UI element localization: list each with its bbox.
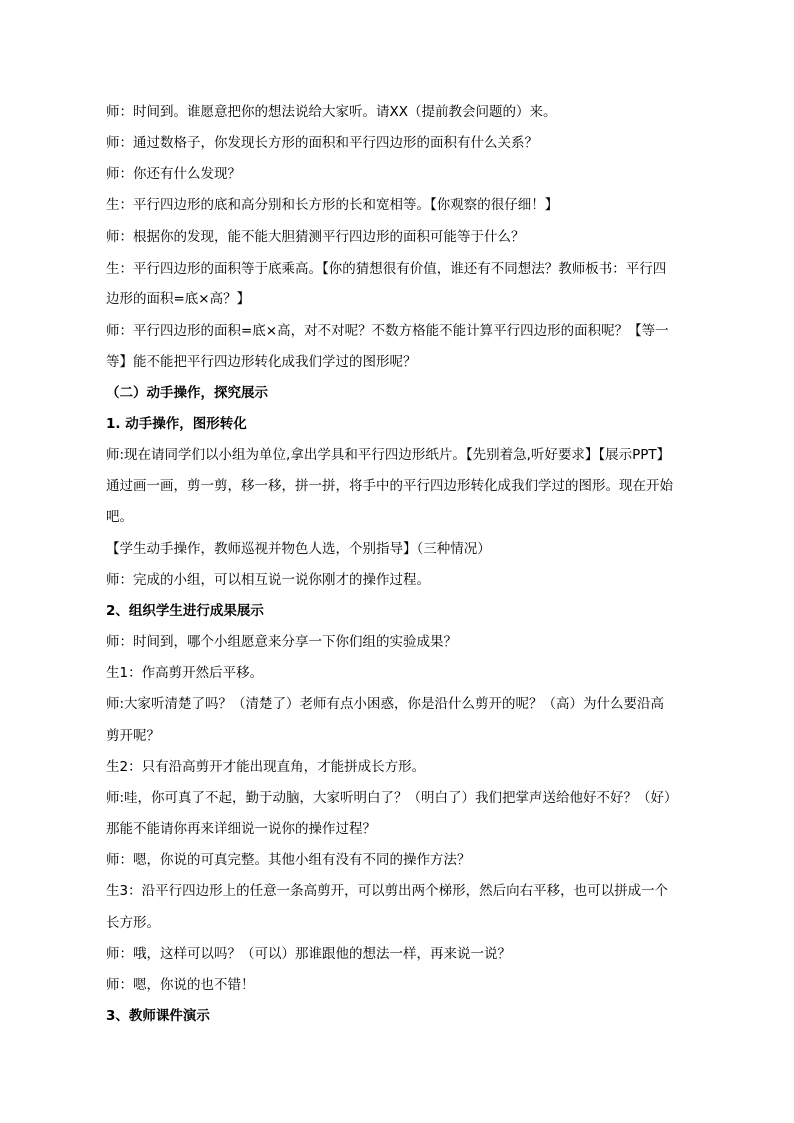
subsection-heading: 2、组织学生进行成果展示 [106, 603, 264, 619]
paragraph-line: 生1：作高剪开然后平移。 [106, 665, 264, 681]
paragraph-line: 生：平行四边形的面积等于底乘高。【你的猜想很有价值，谁还有不同想法？教师板书：平行四 [106, 261, 667, 277]
subsection-heading: 3、教师课件演示 [106, 1008, 210, 1024]
paragraph-line: 师：嗯，你说的可真完整。其他小组有没有不同的操作方法？ [106, 852, 471, 868]
paragraph-line: 师：通过数格子，你发现长方形的面积和平行四边形的面积有什么关系？ [106, 135, 538, 151]
paragraph-line: 师：你还有什么发现？ [106, 166, 241, 182]
paragraph-line: 师:哇，你可真了不起，勤于动脑，大家听明白了？（明白了）我们把掌声送给他好不好？（好） [106, 790, 678, 806]
paragraph-line: 师：时间到。谁愿意把你的想法说给大家听。请XX（提前教会问题的）来。 [106, 104, 557, 120]
paragraph-line: 生2：只有沿高剪开才能出现直角，才能拼成长方形。 [106, 759, 426, 775]
paragraph-line: 师：平行四边形的面积=底×高，对不对呢？不数方格能不能计算平行四边形的面积呢？【等一 [106, 323, 669, 339]
paragraph-line: 边形的面积=底×高？】 [106, 291, 251, 307]
paragraph-line: 师:大家听清楚了吗？（清楚了）老师有点小困惑，你是沿什么剪开的呢？（高）为什么要沿高 [106, 696, 665, 712]
paragraph-line: 【学生动手操作，教师巡视并物色人选，个别指导】（三种情况） [106, 541, 491, 557]
paragraph-line: 师：完成的小组，可以相互说一说你刚才的操作过程。 [106, 572, 430, 588]
paragraph-line: 师：哦，这样可以吗？（可以）那谁跟他的想法一样，再来说一说？ [106, 946, 511, 962]
paragraph-line: 生：平行四边形的底和高分别和长方形的长和宽相等。【你观察的很仔细！】 [106, 197, 559, 213]
paragraph-line: 师:现在请同学们以小组为单位,拿出学具和平行四边形纸片。【先别着急,听好要求】【展示PPT】 [106, 447, 671, 463]
paragraph-line: 等】能不能把平行四边形转化成我们学过的图形呢？ [106, 354, 417, 370]
paragraph-line: 剪开呢？ [106, 728, 160, 744]
paragraph-line: 师：根据你的发现，能不能大胆猜测平行四边形的面积可能等于什么？ [106, 229, 525, 245]
paragraph-line: 师：时间到，哪个小组愿意来分享一下你们组的实验成果？ [106, 634, 457, 650]
paragraph-line: 那能不能请你再来详细说一说你的操作过程？ [106, 821, 376, 837]
subsection-heading: 1. 动手操作，图形转化 [106, 416, 247, 432]
paragraph-line: 吧。 [106, 509, 133, 525]
paragraph-line: 通过画一画，剪一剪，移一移，拼一拼，将手中的平行四边形转化成我们学过的图形。现在开始 [106, 478, 673, 494]
paragraph-line: 长方形。 [106, 915, 160, 931]
section-heading: （二）动手操作，探究展示 [106, 385, 268, 401]
paragraph-line: 师：嗯，你说的也不错！ [106, 977, 255, 993]
paragraph-line: 生3：沿平行四边形上的任意一条高剪开，可以剪出两个梯形，然后向右平移，也可以拼成一个 [106, 883, 669, 899]
